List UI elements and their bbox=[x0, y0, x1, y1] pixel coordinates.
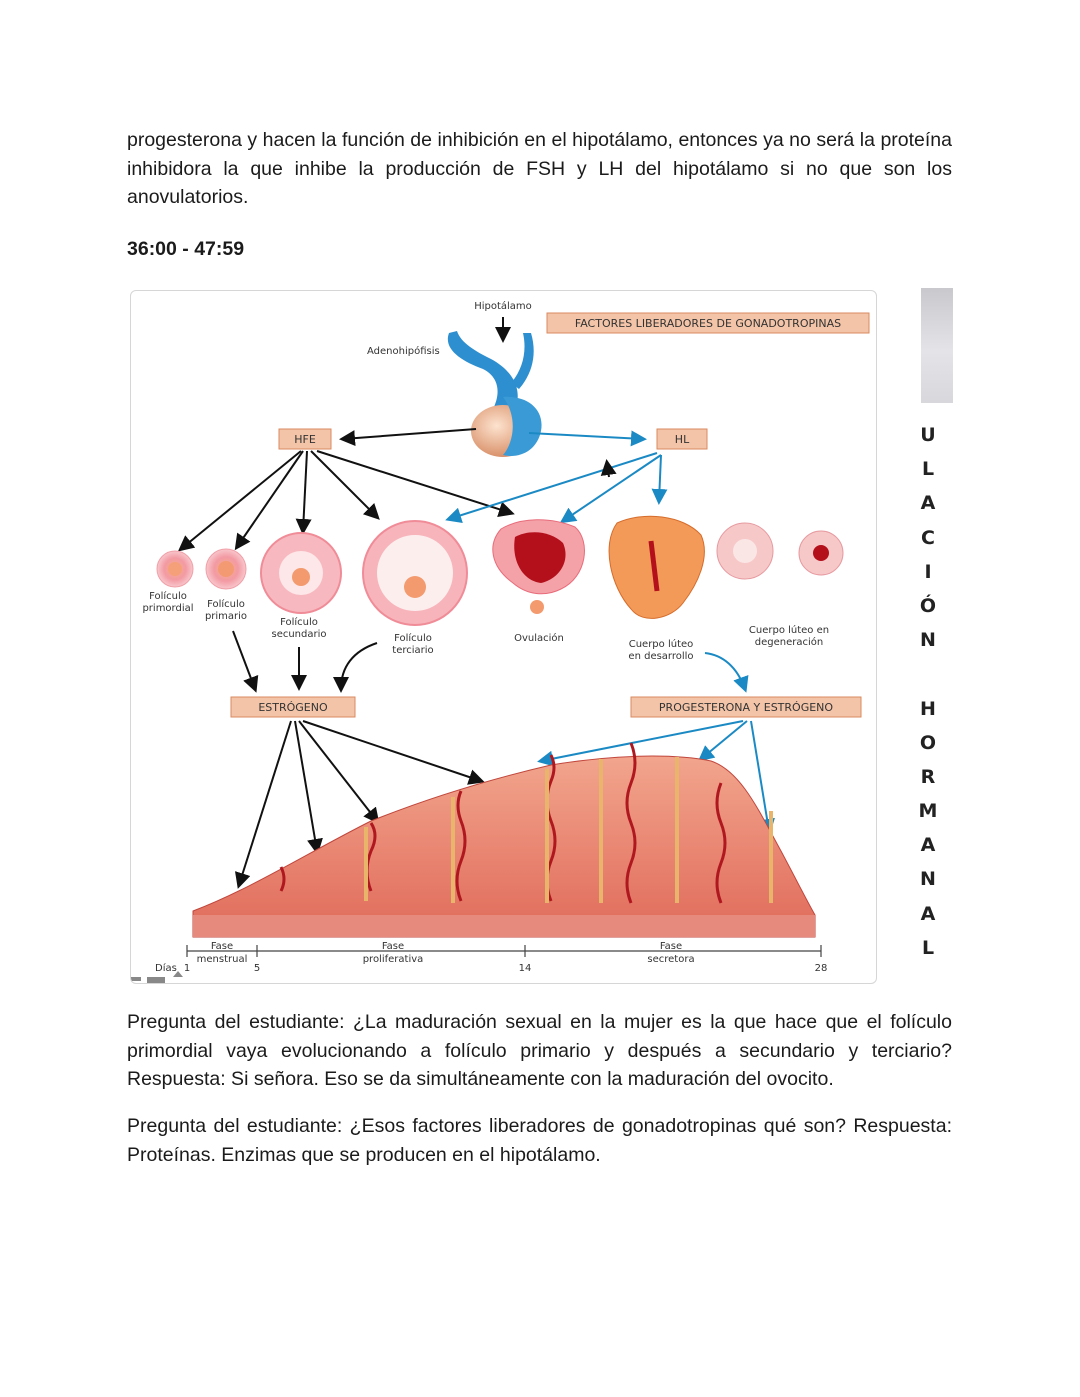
side-vertical-label bbox=[910, 418, 946, 965]
phase-menstrual-2: menstrual bbox=[196, 954, 248, 965]
side-letter: A bbox=[920, 492, 936, 515]
follicle-secondary bbox=[261, 533, 341, 613]
label-secondary-2: secundario bbox=[271, 629, 327, 640]
estrogen-box bbox=[231, 697, 355, 717]
side-letter: Ó bbox=[919, 594, 937, 617]
svg-text:HFE: HFE bbox=[294, 433, 316, 446]
follicle-tertiary bbox=[363, 521, 467, 625]
day-tick-14: 14 bbox=[518, 963, 532, 974]
phase-secretory-1: Fase bbox=[659, 941, 683, 952]
pituitary-illustration bbox=[448, 331, 542, 457]
paragraph-question-1: Pregunta del estudiante: ¿La maduración sexual en la mujer es la que hace que el folículo primordial vaya evolucionando a folículo primario y después a secundario y terciario? Respuesta: Si señora. Eso se da simultáneamente con la maduración del ovocito. bbox=[127, 1011, 952, 1090]
side-letter: M bbox=[918, 800, 938, 823]
svg-text:FACTORES LIBERADORES DE GONADO: FACTORES LIBERADORES DE GONADOTROPINAS bbox=[574, 317, 842, 330]
label-primordial-2: primordial bbox=[142, 603, 194, 614]
days-label: Días bbox=[155, 963, 177, 974]
label-corpus-developing-1: Cuerpo lúteo bbox=[628, 639, 694, 650]
hl-arrows bbox=[449, 453, 661, 521]
label-secondary-1: Folículo bbox=[280, 617, 318, 628]
hfe-box bbox=[279, 429, 331, 449]
hfe-arrows bbox=[181, 451, 511, 549]
label-primordial-1: Folículo bbox=[149, 591, 187, 602]
endometrium-illustration bbox=[193, 743, 815, 937]
label-primary-1: Folículo bbox=[207, 599, 245, 610]
arrow-to-hfe bbox=[343, 429, 476, 439]
label-tertiary-1: Folículo bbox=[394, 633, 432, 644]
cursor-mark bbox=[607, 463, 609, 477]
label-ovulation: Ovulación bbox=[514, 633, 564, 644]
label-tertiary-2: terciario bbox=[392, 645, 434, 656]
corpus-luteum-developing bbox=[609, 516, 704, 618]
hypothalamus-label: Hipotálamo bbox=[474, 301, 532, 312]
label-corpus-developing-2: en desarrollo bbox=[628, 651, 694, 662]
side-letter: H bbox=[920, 697, 936, 720]
day-tick-5: 5 bbox=[253, 963, 261, 974]
label-primary-2: primario bbox=[204, 611, 248, 622]
releasing-factors-box bbox=[547, 313, 869, 333]
svg-text:PROGESTERONA Y ESTRÓGENO: PROGESTERONA Y ESTRÓGENO bbox=[658, 701, 834, 714]
phase-secretory-2: secretora bbox=[647, 954, 695, 965]
svg-text:ESTRÓGENO: ESTRÓGENO bbox=[258, 701, 328, 714]
prog-estrogen-box bbox=[631, 697, 861, 717]
timestamp-heading: 36:00 - 47:59 bbox=[127, 238, 245, 260]
arrow-to-hl bbox=[529, 433, 643, 439]
svg-text:HL: HL bbox=[674, 433, 690, 446]
phase-proliferative-2: proliferativa bbox=[362, 954, 424, 965]
label-corpus-degenerating-2: degeneración bbox=[754, 637, 824, 648]
side-letter: A bbox=[920, 902, 936, 925]
follicle-primordial bbox=[157, 551, 193, 587]
side-letter: U bbox=[920, 424, 936, 446]
side-letter: O bbox=[919, 731, 937, 754]
side-image-thumbnail bbox=[921, 288, 953, 403]
side-letter: N bbox=[920, 629, 936, 652]
side-letter: L bbox=[921, 458, 935, 481]
phase-proliferative-1: Fase bbox=[381, 941, 405, 952]
day-tick-1: 1 bbox=[183, 963, 191, 974]
hl-box bbox=[657, 429, 707, 449]
side-letter: C bbox=[921, 526, 935, 549]
side-letter: R bbox=[920, 765, 936, 788]
paragraph-question-2: Pregunta del estudiante: ¿Esos factores liberadores de gonadotropinas qué son? Respuesta: Proteínas. Enzimas que se producen en el hipotálamo. bbox=[127, 1115, 952, 1166]
day-tick-28: 28 bbox=[814, 963, 828, 974]
follicle-primary bbox=[206, 549, 246, 589]
phase-menstrual-1: Fase bbox=[210, 941, 234, 952]
adenohypophysis-label: Adenohipófisis bbox=[367, 346, 440, 357]
corpus-luteum-degenerating bbox=[717, 523, 843, 579]
side-letter bbox=[910, 657, 946, 691]
menstrual-cycle-figure bbox=[130, 290, 877, 984]
side-letter: L bbox=[921, 936, 935, 959]
day-timeline bbox=[187, 945, 821, 957]
side-letter: A bbox=[920, 834, 936, 857]
label-corpus-degenerating-1: Cuerpo lúteo en bbox=[748, 625, 830, 636]
side-letter: N bbox=[920, 868, 936, 891]
arrow-to-prog-estrogen bbox=[705, 653, 745, 689]
side-letter: I bbox=[924, 560, 932, 583]
paragraph-top: progesterona y hacen la función de inhibición en el hipotálamo, entonces ya no será la proteína inhibidora la que inhibe la producción de FSH y LH del hipotálamo si no que son los anovulatorios. bbox=[127, 129, 952, 208]
ovulation-illustration bbox=[493, 520, 585, 614]
